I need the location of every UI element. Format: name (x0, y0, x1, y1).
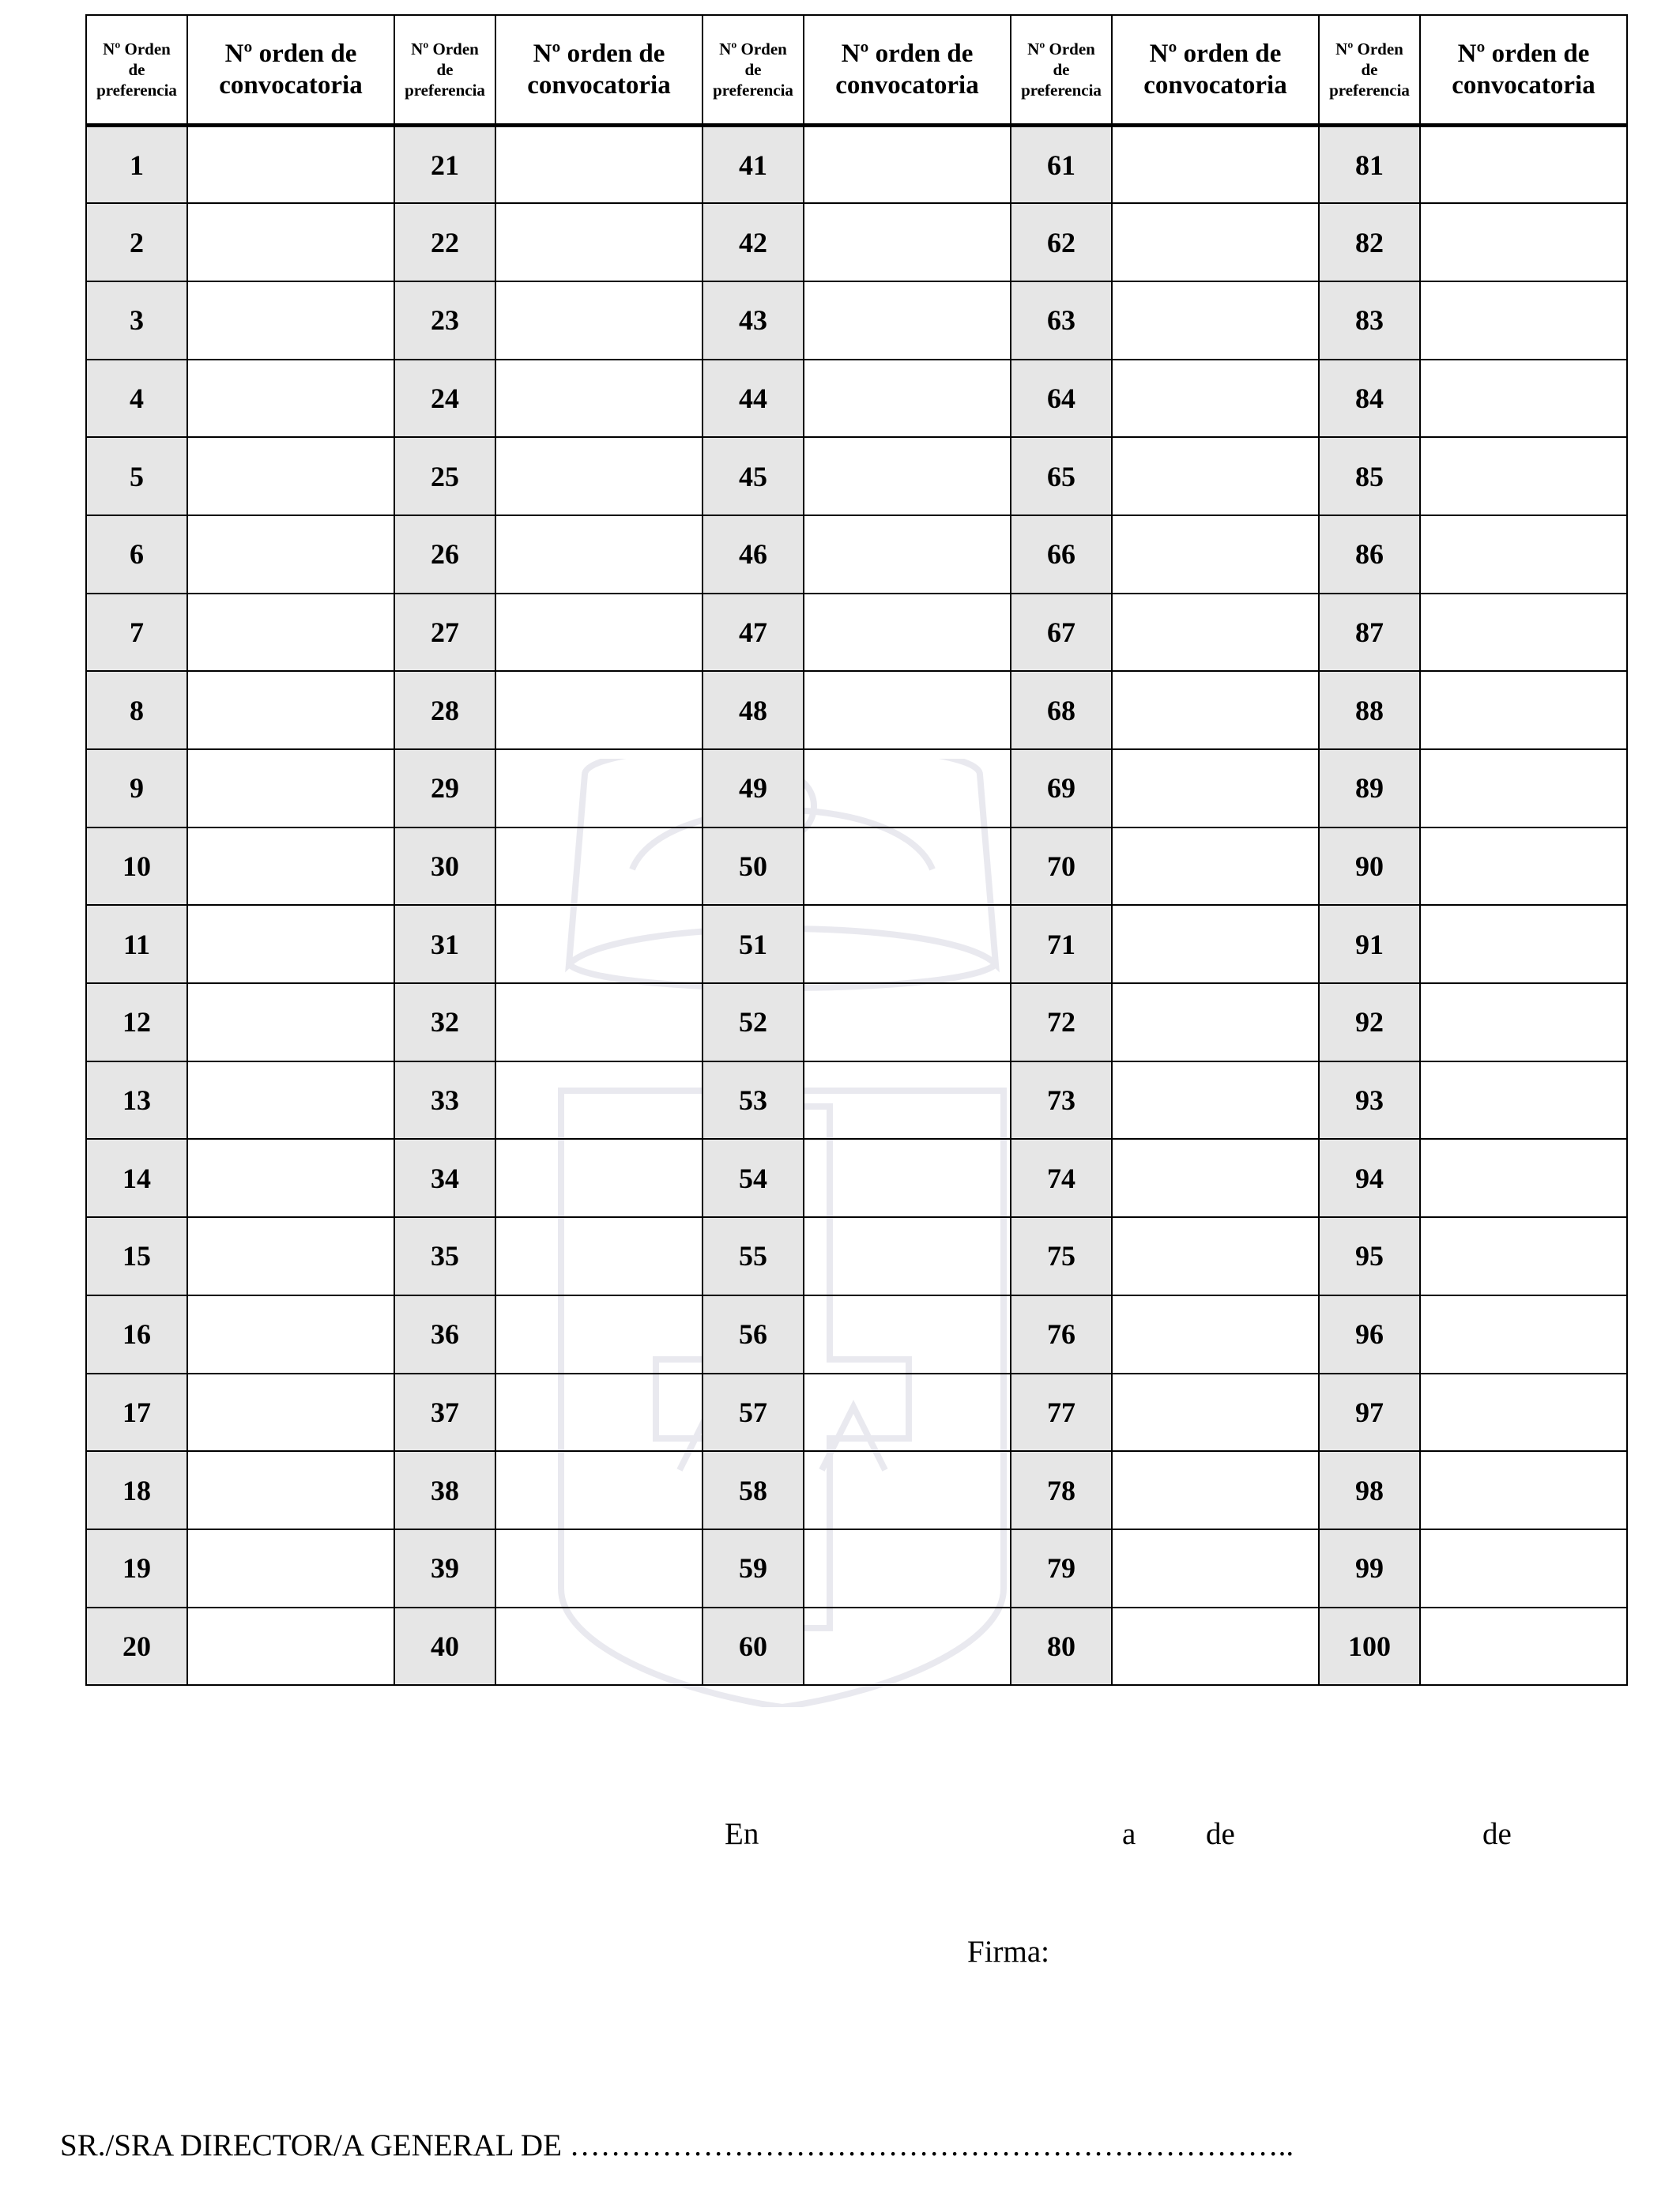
convocatoria-entry-cell[interactable] (1112, 827, 1319, 906)
table-body (86, 126, 1627, 1686)
convocatoria-entry-cell[interactable] (495, 360, 703, 438)
convocatoria-entry-cell[interactable] (495, 983, 703, 1061)
header-pref-line: de (436, 60, 454, 79)
preference-number: 20 (86, 1608, 187, 1686)
convocatoria-entry-cell[interactable] (1420, 1374, 1627, 1452)
convocatoria-entry-cell[interactable] (1420, 983, 1627, 1061)
header-pref-line: de (1053, 60, 1070, 79)
table-row (86, 203, 1627, 281)
table-row (86, 983, 1627, 1061)
convocatoria-entry-cell[interactable] (804, 1217, 1011, 1295)
preference-number: 66 (1011, 515, 1112, 594)
preference-number: 69 (1011, 749, 1112, 827)
convocatoria-entry-cell[interactable] (187, 360, 394, 438)
header-conv-line: Nº orden de (224, 40, 357, 68)
preference-number: 64 (1011, 360, 1112, 438)
signature-label: Firma: (967, 1935, 1049, 1969)
table-row (86, 1217, 1627, 1295)
header-orden-convocatoria (804, 15, 1011, 126)
header-orden-convocatoria (1112, 15, 1319, 126)
convocatoria-entry-cell[interactable] (1420, 1061, 1627, 1140)
preference-number: 62 (1011, 203, 1112, 281)
preference-number: 14 (86, 1139, 187, 1217)
convocatoria-entry-cell[interactable] (804, 1608, 1011, 1686)
header-orden-preferencia (394, 15, 495, 126)
convocatoria-entry-cell[interactable] (804, 905, 1011, 983)
convocatoria-entry-cell[interactable] (1112, 281, 1319, 360)
table-row (86, 281, 1627, 360)
preference-number: 99 (1319, 1529, 1420, 1608)
table-row (86, 905, 1627, 983)
preference-number: 13 (86, 1061, 187, 1140)
header-pref-line: preferencia (1021, 81, 1102, 100)
convocatoria-entry-cell[interactable] (1420, 281, 1627, 360)
convocatoria-entry-cell[interactable] (1420, 1529, 1627, 1608)
convocatoria-entry-cell[interactable] (804, 1061, 1011, 1140)
convocatoria-entry-cell[interactable] (495, 1529, 703, 1608)
preference-number: 73 (1011, 1061, 1112, 1140)
convocatoria-entry-cell[interactable] (495, 1451, 703, 1529)
convocatoria-entry-cell[interactable] (1112, 671, 1319, 749)
table-row (86, 437, 1627, 515)
convocatoria-entry-cell[interactable] (1420, 1295, 1627, 1374)
convocatoria-entry-cell[interactable] (187, 1295, 394, 1374)
table-row (86, 827, 1627, 906)
preference-number: 94 (1319, 1139, 1420, 1217)
convocatoria-entry-cell[interactable] (495, 1608, 703, 1686)
preference-number: 10 (86, 827, 187, 906)
table-row (86, 749, 1627, 827)
convocatoria-entry-cell[interactable] (187, 203, 394, 281)
preference-number: 58 (703, 1451, 804, 1529)
preference-number: 34 (394, 1139, 495, 1217)
preference-number: 43 (703, 281, 804, 360)
convocatoria-entry-cell[interactable] (1420, 827, 1627, 906)
preference-number: 65 (1011, 437, 1112, 515)
convocatoria-entry-cell[interactable] (1112, 1217, 1319, 1295)
preference-number: 19 (86, 1529, 187, 1608)
table-row (86, 1374, 1627, 1452)
convocatoria-entry-cell[interactable] (187, 126, 394, 204)
header-pref-line: de (128, 60, 145, 79)
convocatoria-entry-cell[interactable] (804, 1139, 1011, 1217)
preference-number: 8 (86, 671, 187, 749)
preference-number: 18 (86, 1451, 187, 1529)
convocatoria-entry-cell[interactable] (187, 983, 394, 1061)
preference-number: 42 (703, 203, 804, 281)
preference-number: 23 (394, 281, 495, 360)
header-conv-line: Nº orden de (841, 40, 974, 68)
convocatoria-entry-cell[interactable] (1112, 1451, 1319, 1529)
convocatoria-entry-cell[interactable] (1420, 126, 1627, 204)
convocatoria-entry-cell[interactable] (804, 983, 1011, 1061)
header-pref-line: Nº Orden (411, 40, 479, 58)
preference-number: 97 (1319, 1374, 1420, 1452)
preference-number: 68 (1011, 671, 1112, 749)
preference-number: 70 (1011, 827, 1112, 906)
table-row (86, 1061, 1627, 1140)
convocatoria-entry-cell[interactable] (1112, 1608, 1319, 1686)
preference-table (85, 14, 1628, 1686)
convocatoria-entry-cell[interactable] (804, 671, 1011, 749)
convocatoria-entry-cell[interactable] (187, 671, 394, 749)
convocatoria-entry-cell[interactable] (1112, 360, 1319, 438)
convocatoria-entry-cell[interactable] (495, 905, 703, 983)
preference-number: 46 (703, 515, 804, 594)
convocatoria-entry-cell[interactable] (804, 437, 1011, 515)
preference-number: 67 (1011, 594, 1112, 672)
table-row (86, 1139, 1627, 1217)
convocatoria-entry-cell[interactable] (804, 1295, 1011, 1374)
convocatoria-entry-cell[interactable] (804, 126, 1011, 204)
header-orden-preferencia (1319, 15, 1420, 126)
preference-number: 95 (1319, 1217, 1420, 1295)
preference-number: 51 (703, 905, 804, 983)
convocatoria-entry-cell[interactable] (187, 1529, 394, 1608)
preference-number: 21 (394, 126, 495, 204)
header-pref-line: de (744, 60, 762, 79)
table-row (86, 1451, 1627, 1529)
preference-number: 82 (1319, 203, 1420, 281)
preference-number: 92 (1319, 983, 1420, 1061)
convocatoria-entry-cell[interactable] (187, 905, 394, 983)
table-row (86, 126, 1627, 204)
preference-number: 24 (394, 360, 495, 438)
convocatoria-entry-cell[interactable] (1112, 749, 1319, 827)
convocatoria-entry-cell[interactable] (495, 827, 703, 906)
header-conv-line: convocatoria (835, 71, 979, 100)
convocatoria-entry-cell[interactable] (1420, 203, 1627, 281)
preference-number: 38 (394, 1451, 495, 1529)
preference-number: 96 (1319, 1295, 1420, 1374)
header-pref-line: Nº Orden (719, 40, 787, 58)
header-pref-line: de (1361, 60, 1378, 79)
preference-number: 36 (394, 1295, 495, 1374)
convocatoria-entry-cell[interactable] (187, 437, 394, 515)
convocatoria-entry-cell[interactable] (1112, 1061, 1319, 1140)
convocatoria-entry-cell[interactable] (804, 281, 1011, 360)
date-de-label-2: de (1482, 1817, 1512, 1851)
preference-number: 25 (394, 437, 495, 515)
preference-number: 83 (1319, 281, 1420, 360)
convocatoria-entry-cell[interactable] (1420, 437, 1627, 515)
preference-number: 52 (703, 983, 804, 1061)
convocatoria-entry-cell[interactable] (495, 594, 703, 672)
convocatoria-entry-cell[interactable] (495, 1295, 703, 1374)
convocatoria-entry-cell[interactable] (1420, 1217, 1627, 1295)
preference-number: 78 (1011, 1451, 1112, 1529)
header-orden-preferencia (703, 15, 804, 126)
preference-number: 60 (703, 1608, 804, 1686)
preference-number: 2 (86, 203, 187, 281)
convocatoria-entry-cell[interactable] (187, 515, 394, 594)
preference-number: 100 (1319, 1608, 1420, 1686)
preference-number: 45 (703, 437, 804, 515)
date-de-label-1: de (1206, 1817, 1235, 1851)
header-conv-line: convocatoria (1143, 71, 1287, 100)
preference-number: 53 (703, 1061, 804, 1140)
addressee-line: SR./SRA DIRECTOR/A GENERAL DE …………………………………………………………….. (60, 2128, 1294, 2162)
convocatoria-entry-cell[interactable] (495, 749, 703, 827)
preference-number: 6 (86, 515, 187, 594)
header-pref-line: Nº Orden (1027, 40, 1095, 58)
preference-number: 93 (1319, 1061, 1420, 1140)
convocatoria-entry-cell[interactable] (1420, 1139, 1627, 1217)
preference-number: 9 (86, 749, 187, 827)
header-pref-line: preferencia (405, 81, 485, 100)
convocatoria-entry-cell[interactable] (1420, 515, 1627, 594)
preference-number: 57 (703, 1374, 804, 1452)
convocatoria-entry-cell[interactable] (495, 1374, 703, 1452)
preference-number: 26 (394, 515, 495, 594)
preference-number: 87 (1319, 594, 1420, 672)
convocatoria-entry-cell[interactable] (804, 827, 1011, 906)
header-conv-line: convocatoria (219, 71, 363, 100)
preference-number: 98 (1319, 1451, 1420, 1529)
preference-number: 40 (394, 1608, 495, 1686)
header-conv-line: convocatoria (1452, 71, 1595, 100)
convocatoria-entry-cell[interactable] (804, 515, 1011, 594)
convocatoria-entry-cell[interactable] (1112, 515, 1319, 594)
convocatoria-entry-cell[interactable] (187, 1139, 394, 1217)
convocatoria-entry-cell[interactable] (495, 671, 703, 749)
preference-number: 91 (1319, 905, 1420, 983)
convocatoria-entry-cell[interactable] (1420, 360, 1627, 438)
preference-number: 63 (1011, 281, 1112, 360)
convocatoria-entry-cell[interactable] (1420, 1451, 1627, 1529)
convocatoria-entry-cell[interactable] (495, 281, 703, 360)
preference-number: 1 (86, 126, 187, 204)
convocatoria-entry-cell[interactable] (187, 1451, 394, 1529)
table-row (86, 671, 1627, 749)
header-pref-line: preferencia (713, 81, 793, 100)
preference-number: 77 (1011, 1374, 1112, 1452)
convocatoria-entry-cell[interactable] (495, 515, 703, 594)
date-a-label: a (1122, 1817, 1136, 1851)
convocatoria-entry-cell[interactable] (495, 1217, 703, 1295)
header-orden-convocatoria (1420, 15, 1627, 126)
convocatoria-entry-cell[interactable] (804, 1451, 1011, 1529)
table-row (86, 1529, 1627, 1608)
preference-number: 27 (394, 594, 495, 672)
preference-number: 3 (86, 281, 187, 360)
convocatoria-entry-cell[interactable] (495, 437, 703, 515)
preference-number: 72 (1011, 983, 1112, 1061)
convocatoria-entry-cell[interactable] (187, 1061, 394, 1140)
header-orden-preferencia (1011, 15, 1112, 126)
convocatoria-entry-cell[interactable] (1112, 126, 1319, 204)
preference-number: 15 (86, 1217, 187, 1295)
header-conv-line: Nº orden de (533, 40, 665, 68)
preference-number: 37 (394, 1374, 495, 1452)
preference-number: 41 (703, 126, 804, 204)
convocatoria-entry-cell[interactable] (187, 749, 394, 827)
header-conv-line: Nº orden de (1149, 40, 1282, 68)
convocatoria-entry-cell[interactable] (804, 1374, 1011, 1452)
convocatoria-entry-cell[interactable] (804, 203, 1011, 281)
preference-number: 22 (394, 203, 495, 281)
convocatoria-entry-cell[interactable] (1112, 1139, 1319, 1217)
convocatoria-entry-cell[interactable] (495, 203, 703, 281)
preference-number: 88 (1319, 671, 1420, 749)
convocatoria-entry-cell[interactable] (1420, 594, 1627, 672)
convocatoria-entry-cell[interactable] (1112, 1529, 1319, 1608)
preference-number: 84 (1319, 360, 1420, 438)
preference-number: 17 (86, 1374, 187, 1452)
convocatoria-entry-cell[interactable] (187, 1374, 394, 1452)
preference-number: 80 (1011, 1608, 1112, 1686)
header-orden-preferencia (86, 15, 187, 126)
preference-number: 79 (1011, 1529, 1112, 1608)
preference-number: 5 (86, 437, 187, 515)
convocatoria-entry-cell[interactable] (187, 827, 394, 906)
preference-number: 85 (1319, 437, 1420, 515)
preference-number: 56 (703, 1295, 804, 1374)
preference-number: 86 (1319, 515, 1420, 594)
preference-number: 31 (394, 905, 495, 983)
convocatoria-entry-cell[interactable] (187, 1608, 394, 1686)
convocatoria-entry-cell[interactable] (1420, 749, 1627, 827)
convocatoria-entry-cell[interactable] (804, 1529, 1011, 1608)
preference-number: 28 (394, 671, 495, 749)
header-orden-convocatoria (495, 15, 703, 126)
preference-number: 16 (86, 1295, 187, 1374)
header-pref-line: preferencia (96, 81, 177, 100)
table-header-row (86, 15, 1627, 126)
preference-number: 4 (86, 360, 187, 438)
convocatoria-entry-cell[interactable] (1420, 1608, 1627, 1686)
header-orden-convocatoria (187, 15, 394, 126)
preference-number: 29 (394, 749, 495, 827)
preference-number: 54 (703, 1139, 804, 1217)
preference-number: 47 (703, 594, 804, 672)
preference-number: 39 (394, 1529, 495, 1608)
convocatoria-entry-cell[interactable] (495, 126, 703, 204)
convocatoria-entry-cell[interactable] (1112, 1295, 1319, 1374)
preference-number: 11 (86, 905, 187, 983)
convocatoria-entry-cell[interactable] (1112, 594, 1319, 672)
table-row (86, 1295, 1627, 1374)
preference-number: 74 (1011, 1139, 1112, 1217)
convocatoria-entry-cell[interactable] (1420, 905, 1627, 983)
preference-number: 12 (86, 983, 187, 1061)
preference-number: 48 (703, 671, 804, 749)
header-conv-line: convocatoria (527, 71, 671, 100)
preference-number: 49 (703, 749, 804, 827)
convocatoria-entry-cell[interactable] (187, 594, 394, 672)
table-row (86, 360, 1627, 438)
convocatoria-entry-cell[interactable] (1420, 671, 1627, 749)
convocatoria-entry-cell[interactable] (1112, 983, 1319, 1061)
preference-number: 89 (1319, 749, 1420, 827)
convocatoria-entry-cell[interactable] (804, 749, 1011, 827)
convocatoria-entry-cell[interactable] (495, 1061, 703, 1140)
convocatoria-entry-cell[interactable] (1112, 905, 1319, 983)
table-row (86, 515, 1627, 594)
table-row (86, 1608, 1627, 1686)
preference-number: 44 (703, 360, 804, 438)
preference-number: 90 (1319, 827, 1420, 906)
header-pref-line: Nº Orden (1335, 40, 1403, 58)
preference-number: 75 (1011, 1217, 1112, 1295)
table-row (86, 594, 1627, 672)
convocatoria-entry-cell[interactable] (804, 360, 1011, 438)
preference-number: 33 (394, 1061, 495, 1140)
preference-number: 76 (1011, 1295, 1112, 1374)
convocatoria-entry-cell[interactable] (495, 1139, 703, 1217)
convocatoria-entry-cell[interactable] (187, 281, 394, 360)
preference-number: 30 (394, 827, 495, 906)
preference-number: 35 (394, 1217, 495, 1295)
preference-number: 71 (1011, 905, 1112, 983)
place-label: En (725, 1817, 759, 1851)
preference-number: 50 (703, 827, 804, 906)
header-pref-line: Nº Orden (103, 40, 171, 58)
header-pref-line: preferencia (1329, 81, 1410, 100)
convocatoria-entry-cell[interactable] (187, 1217, 394, 1295)
header-conv-line: Nº orden de (1457, 40, 1590, 68)
convocatoria-entry-cell[interactable] (1112, 203, 1319, 281)
preference-number: 55 (703, 1217, 804, 1295)
preference-number: 81 (1319, 126, 1420, 204)
preference-number: 61 (1011, 126, 1112, 204)
preference-number: 7 (86, 594, 187, 672)
convocatoria-entry-cell[interactable] (1112, 437, 1319, 515)
convocatoria-entry-cell[interactable] (1112, 1374, 1319, 1452)
preference-number: 59 (703, 1529, 804, 1608)
convocatoria-entry-cell[interactable] (804, 594, 1011, 672)
preference-number: 32 (394, 983, 495, 1061)
